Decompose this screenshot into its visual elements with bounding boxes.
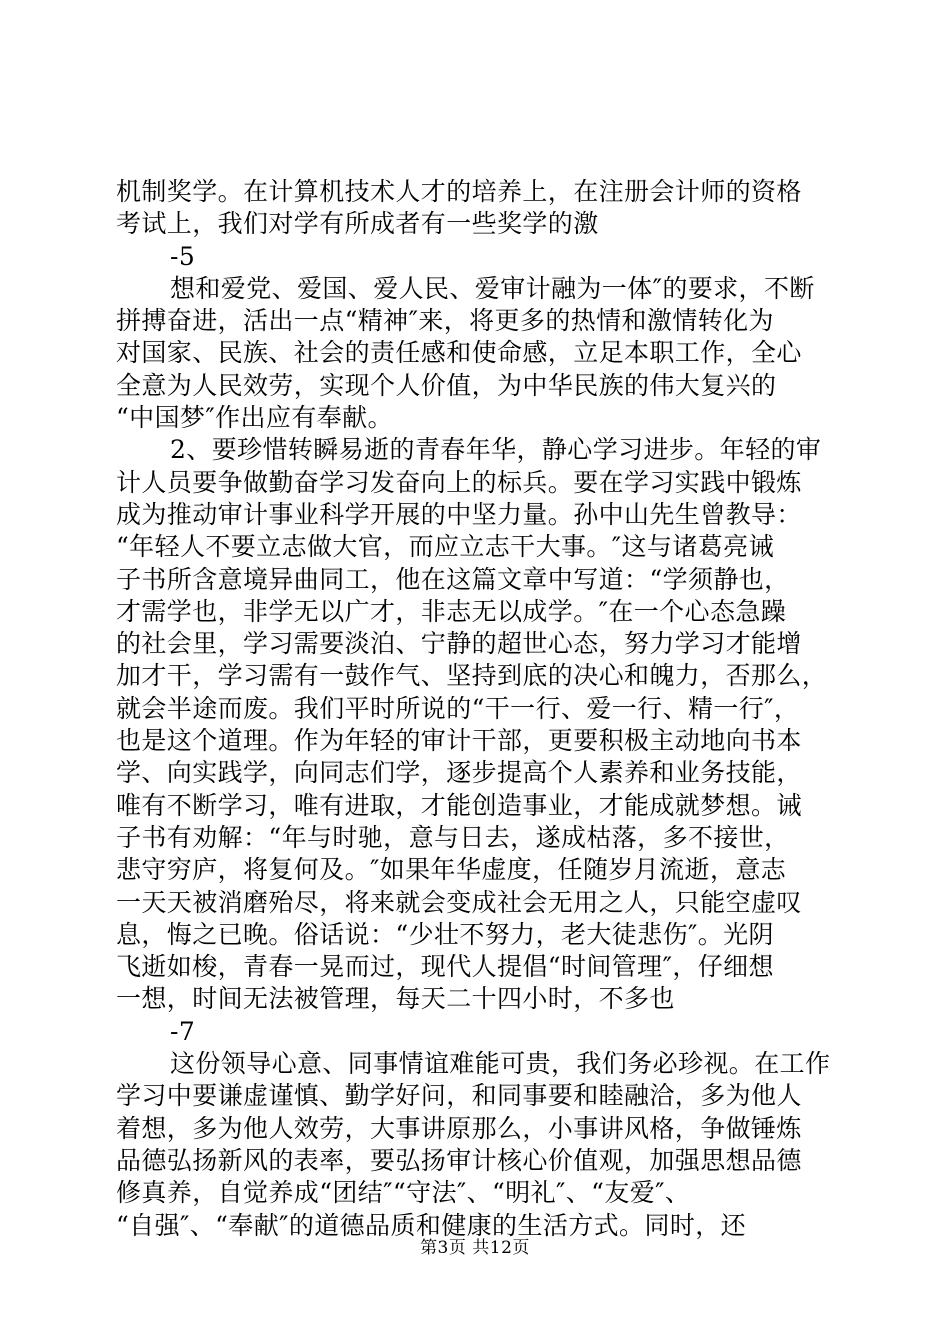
text-line: 飞逝如梭，青春一晃而过，现代人提倡“时间管理″，仔细想	[116, 952, 774, 982]
text-line: “中国梦″作出应有奉献。	[116, 403, 393, 433]
text-line: 这份领导心意、同事情谊难能可贵，我们务必珍视。在工作	[170, 1049, 831, 1079]
text-line: 拼搏奋进，活出一点“精神″来，将更多的热情和激情转化为	[116, 306, 774, 336]
text-line: 学习中要谦虚谨慎、勤学好问，和同事要和睦融洽，多为他人	[116, 1081, 802, 1111]
text-line: “年轻人不要立志做大官，而应立志干大事。″这与诸葛亮诫	[116, 532, 774, 562]
text-line: 想和爱党、爱国、爱人民、爱审计融为一体″的要求，不断	[170, 273, 815, 303]
text-line: 2、要珍惜转瞬易逝的青春年华，静心学习进步。年轻的审	[170, 435, 822, 465]
text-line: 息，悔之已晚。俗话说：“少壮不努力，老大徒悲伤″。光阴	[116, 919, 774, 949]
text-line: 学、向实践学，向同志们学，逐步提高个人素养和业务技能，	[116, 758, 802, 788]
text-line: “自强″、“奉献″的道德品质和健康的生活方式。同时，还	[116, 1210, 747, 1240]
text-line: 着想，多为他人效劳，大事讲原那么，小事讲风格，争做锤炼	[116, 1113, 802, 1143]
text-line: 子书所含意境异曲同工，他在这篇文章中写道：“学须静也，	[116, 564, 790, 594]
text-line: 考试上，我们对学有所成者有一些奖学的激	[116, 209, 599, 239]
text-line: 计人员要争做勤奋学习发奋向上的标兵。要在学习实践中锻炼	[116, 467, 802, 497]
text-line: -7	[170, 1016, 196, 1046]
text-line: 修真养，自觉养成“团结″“守法″、“明礼″、“友爱″、	[116, 1178, 691, 1208]
text-line: 一想，时间无法被管理，每天二十四小时，不多也	[116, 984, 675, 1014]
text-line: 加才干，学习需有一鼓作气、坚持到底的决心和魄力，否那么，	[116, 661, 828, 691]
document-body	[116, 176, 836, 1242]
text-line: 的社会里，学习需要淡泊、宁静的超世心态，努力学习才能增	[116, 629, 802, 659]
text-line: 悲守穷庐，将复何及。″如果年华虚度，任随岁月流逝，意志	[116, 855, 787, 885]
text-line: 就会半途而废。我们平时所说的“干一行、爱一行、精一行″，	[116, 693, 800, 723]
text-line: 机制奖学。在计算机技术人才的培养上，在注册会计师的资格	[116, 177, 802, 206]
text-line: 品德弘扬新风的表率，要弘扬审计核心价值观，加强思想品德	[116, 1145, 802, 1175]
text-line: 对国家、民族、社会的责任感和使命感，立足本职工作，全心	[116, 338, 802, 368]
text-line: 唯有不断学习，唯有进取，才能创造事业，才能成就梦想。诫	[116, 790, 802, 820]
text-line: 全意为人民效劳，实现个人价值，为中华民族的伟大复兴的	[116, 370, 777, 400]
text-line: 才需学也，非学无以广才，非志无以成学。″在一个心态急躁	[116, 596, 787, 626]
page-footer: 第3页 共12页	[420, 1238, 530, 1258]
text-line: 也是这个道理。作为年轻的审计干部，更要积极主动地向书本	[116, 726, 802, 756]
text-line: 一天天被消磨殆尽，将来就会变成社会无用之人，只能空虚叹	[116, 887, 802, 917]
text-line: 子书有劝解：“年与时驰，意与日去，遂成枯落，多不接世，	[116, 822, 790, 852]
text-line: 成为推动审计事业科学开展的中坚力量。孙中山先生曾教导：	[116, 499, 802, 529]
text-line: -5	[170, 241, 196, 271]
